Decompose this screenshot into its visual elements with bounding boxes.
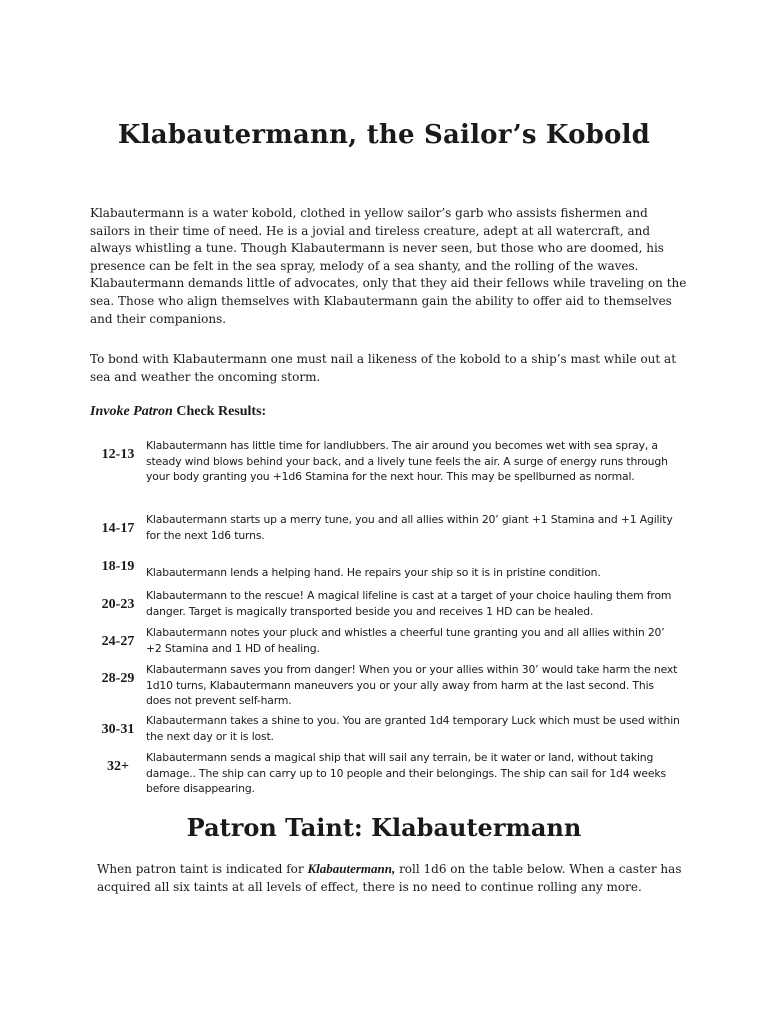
roll-range: 32+: [107, 759, 129, 774]
roll-range: 30-31: [101, 722, 135, 737]
result-row: [90, 625, 680, 662]
roll-range: 12-13: [101, 447, 135, 462]
result-row: [90, 438, 680, 512]
result-text: Klabautermann sends a magical ship that will sail any terrain, be it water or land, without taking damage.. The ship can carry up to 10 people and their belongings. The ship can sail for 1d4 weeks before disappearing.: [146, 751, 666, 796]
result-text: Klabautermann starts up a merry tune, you and all allies within 20’ giant +1 Stamina and +1 Agility for the next 1d6 turns.: [146, 513, 673, 542]
result-text: Klabautermann to the rescue! A magical lifeline is cast at a target of your choice hauling them from danger. Target is magically transported beside you and receives 1 HD can be healed.: [146, 589, 672, 618]
result-row: [90, 662, 680, 713]
result-row: [90, 713, 680, 750]
result-row: [90, 549, 680, 588]
result-text: Klabautermann takes a shine to you. You are granted 1d4 temporary Luck which must be used within the next day or it is lost.: [146, 714, 680, 743]
check-heading-rest: Check Results:: [172, 404, 267, 419]
result-text: Klabautermann lends a helping hand. He repairs your ship so it is in pristine condition.: [146, 566, 601, 579]
patron-taint-heading: Patron Taint: Klabautermann: [186, 813, 582, 842]
intro-paragraph: Klabautermann is a water kobold, clothed in yellow sailor’s garb who assists fishermen and sailors in their time of need. He is a jovial and tireless creature, adept at all watercraft, and always whistling a tune. Though Klabautermann is never seen, but those who are doomed, his presence can be felt in the sea spray, melody of a sea shanty, and the rolling of the waves. Klabautermann demands little of advocates, only that they aid their fellows while traveling on the sea. Those who align themselves with Klabautermann gain the ability to offer aid to themselves and their companions.: [90, 206, 687, 326]
roll-range: 18-19: [101, 559, 135, 574]
bond-paragraph: To bond with Klabautermann one must nail a likeness of the kobold to a ship’s mast while out at sea and weather the oncoming storm.: [90, 352, 677, 384]
roll-range: 24-27: [101, 634, 135, 649]
check-heading-italic: Invoke Patron: [90, 404, 173, 419]
invoke-patron-results-table: [90, 438, 680, 800]
result-row: [90, 588, 680, 625]
roll-range: 14-17: [101, 521, 135, 536]
taint-patron-name: Klabautermann,: [307, 861, 396, 876]
result-row: [90, 750, 680, 800]
result-row: [90, 512, 680, 549]
taint-text-after: roll 1d6 on the table below. When a caster has acquired all six taints at all levels of effect, there is no need to continue rolling any more.: [97, 862, 682, 894]
taint-text-before: When patron taint is indicated for: [97, 862, 308, 876]
roll-range: 28-29: [101, 671, 135, 686]
result-text: Klabautermann has little time for landlubbers. The air around you becomes wet with sea spray, a steady wind blows behind your back, and a lively tune feels the air. A surge of energy runs through your body granting you +1d6 Stamina for the next hour. This may be spellburned as normal.: [146, 439, 668, 484]
roll-range: 20-23: [101, 597, 135, 612]
check-results-heading: [90, 404, 266, 420]
result-text: Klabautermann notes your pluck and whistles a cheerful tune granting you and all allies within 20’ +2 Stamina and 1 HD of healing.: [146, 626, 665, 655]
page-title: Klabautermann, the Sailor’s Kobold: [117, 120, 651, 150]
patron-taint-paragraph: [97, 860, 687, 896]
result-text: Klabautermann saves you from danger! When you or your allies within 30’ would take harm the next 1d10 turns, Klabautermann maneuvers you or your ally away from harm at the last second. This does not prevent self-harm.: [146, 663, 678, 708]
